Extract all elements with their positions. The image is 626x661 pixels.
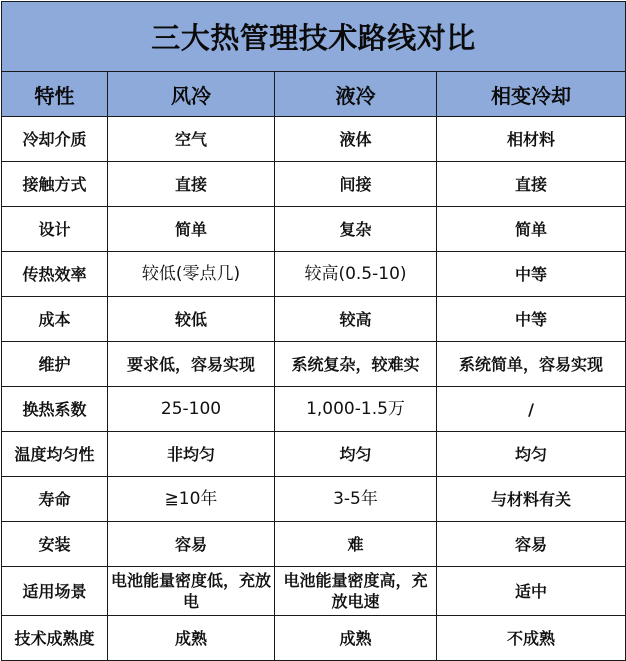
phase-change-cell: 适中 bbox=[437, 567, 626, 616]
air-cooling-cell: 较低(零点几) bbox=[108, 252, 275, 297]
table-row bbox=[2, 342, 626, 387]
liquid-cooling-cell: 系统复杂，较难实 bbox=[275, 342, 437, 387]
table-row bbox=[2, 297, 626, 342]
liquid-cooling-cell: 3-5年 bbox=[275, 477, 437, 522]
air-cooling-cell: 要求低，容易实现 bbox=[108, 342, 275, 387]
feature-cell: 设计 bbox=[2, 207, 108, 252]
table-row bbox=[2, 207, 626, 252]
air-cooling-cell: ≧10年 bbox=[108, 477, 275, 522]
feature-cell: 维护 bbox=[2, 342, 108, 387]
header-row bbox=[2, 72, 626, 117]
feature-cell: 适用场景 bbox=[2, 567, 108, 616]
liquid-cooling-cell: 较高 bbox=[275, 297, 437, 342]
liquid-cooling-cell: 液体 bbox=[275, 117, 437, 162]
liquid-cooling-cell: 难 bbox=[275, 522, 437, 567]
table-row bbox=[2, 162, 626, 207]
air-cooling-cell: 25-100 bbox=[108, 387, 275, 432]
phase-change-cell: 与材料有关 bbox=[437, 477, 626, 522]
feature-cell: 接触方式 bbox=[2, 162, 108, 207]
liquid-cooling-cell: 电池能量密度高，充放电速 bbox=[275, 567, 437, 616]
phase-change-cell: 简单 bbox=[437, 207, 626, 252]
phase-change-cell: 均匀 bbox=[437, 432, 626, 477]
header-feature: 特性 bbox=[2, 72, 108, 117]
air-cooling-cell: 直接 bbox=[108, 162, 275, 207]
air-cooling-cell: 简单 bbox=[108, 207, 275, 252]
phase-change-cell: 相材料 bbox=[437, 117, 626, 162]
title-row bbox=[2, 2, 626, 72]
header-liquid-cooling: 液冷 bbox=[275, 72, 437, 117]
feature-cell: 成本 bbox=[2, 297, 108, 342]
feature-cell: 传热效率 bbox=[2, 252, 108, 297]
liquid-cooling-cell: 1,000-1.5万 bbox=[275, 387, 437, 432]
comparison-table bbox=[1, 1, 626, 661]
air-cooling-cell: 空气 bbox=[108, 117, 275, 162]
liquid-cooling-cell: 较高(0.5-10) bbox=[275, 252, 437, 297]
feature-cell: 技术成熟度 bbox=[2, 616, 108, 661]
header-phase-change-cooling: 相变冷却 bbox=[437, 72, 626, 117]
liquid-cooling-cell: 复杂 bbox=[275, 207, 437, 252]
phase-change-cell: 系统简单，容易实现 bbox=[437, 342, 626, 387]
phase-change-cell: 中等 bbox=[437, 297, 626, 342]
table-body bbox=[2, 2, 626, 661]
feature-cell: 温度均匀性 bbox=[2, 432, 108, 477]
air-cooling-cell: 电池能量密度低，充放电 bbox=[108, 567, 275, 616]
liquid-cooling-cell: 成熟 bbox=[275, 616, 437, 661]
feature-cell: 寿命 bbox=[2, 477, 108, 522]
phase-change-cell: 直接 bbox=[437, 162, 626, 207]
phase-change-cell: / bbox=[437, 387, 626, 432]
air-cooling-cell: 非均匀 bbox=[108, 432, 275, 477]
feature-cell: 安装 bbox=[2, 522, 108, 567]
table-row bbox=[2, 387, 626, 432]
table-row bbox=[2, 252, 626, 297]
table-row bbox=[2, 567, 626, 616]
phase-change-cell: 不成熟 bbox=[437, 616, 626, 661]
feature-cell: 换热系数 bbox=[2, 387, 108, 432]
table-row bbox=[2, 616, 626, 661]
table-row bbox=[2, 477, 626, 522]
table-row bbox=[2, 432, 626, 477]
table-title: 三大热管理技术路线对比 bbox=[2, 2, 626, 72]
phase-change-cell: 容易 bbox=[437, 522, 626, 567]
air-cooling-cell: 较低 bbox=[108, 297, 275, 342]
comparison-sheet bbox=[0, 1, 626, 652]
header-air-cooling: 风冷 bbox=[108, 72, 275, 117]
liquid-cooling-cell: 均匀 bbox=[275, 432, 437, 477]
feature-cell: 冷却介质 bbox=[2, 117, 108, 162]
phase-change-cell: 中等 bbox=[437, 252, 626, 297]
liquid-cooling-cell: 间接 bbox=[275, 162, 437, 207]
table-row bbox=[2, 117, 626, 162]
air-cooling-cell: 成熟 bbox=[108, 616, 275, 661]
table-row bbox=[2, 522, 626, 567]
air-cooling-cell: 容易 bbox=[108, 522, 275, 567]
